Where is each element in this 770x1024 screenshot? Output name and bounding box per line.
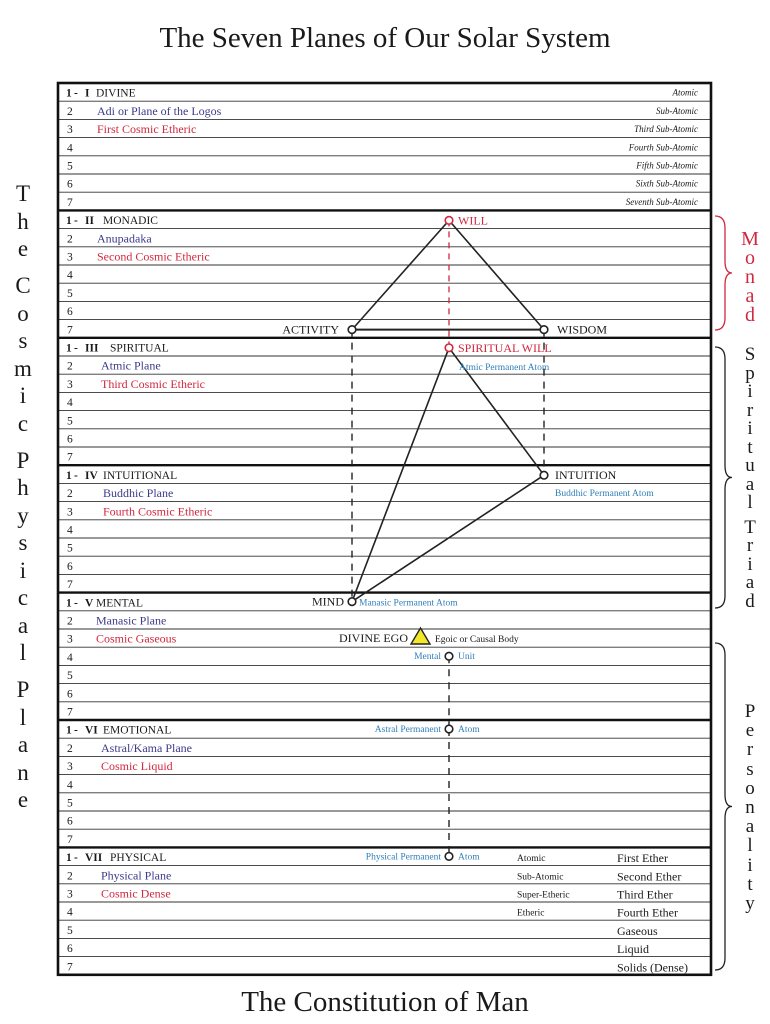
monad-triangle-edge — [352, 220, 449, 329]
plane-name: SPIRITUAL — [110, 342, 169, 355]
triad-triangle-edge — [352, 348, 449, 602]
plane-roman-numeral: II — [85, 215, 94, 228]
subplane-number: 4 — [67, 269, 73, 282]
activity-node — [348, 326, 356, 334]
plane-number-label: 1 — [66, 852, 72, 865]
subplane-number: 3 — [67, 124, 73, 137]
subplane-number: 4 — [67, 906, 73, 919]
plane-name: PHYSICAL — [110, 852, 167, 865]
wisdom-node — [540, 326, 548, 334]
plane-number-label: 1 — [66, 215, 72, 228]
wisdom-label: WISDOM — [557, 322, 607, 337]
physical-permanent-label: Physical Permanent — [365, 852, 441, 863]
plane-subtitle: Physical Plane — [101, 868, 172, 883]
will-label: WILL — [458, 213, 488, 228]
subplane-level-label: Sub-Atomic — [656, 105, 698, 116]
plane-number-label: 1 — [66, 597, 72, 610]
plane-number-label: 1 — [66, 469, 72, 482]
intuition-node — [540, 471, 548, 479]
plane-number-dash: - — [74, 87, 78, 100]
subplane-number: 6 — [67, 433, 73, 446]
subplane-number: 3 — [67, 888, 73, 901]
physical-subplane-state: Solids (Dense) — [617, 960, 688, 975]
astral-permanent-atom-node — [445, 725, 453, 733]
physical-subplane-state: First Ether — [617, 851, 668, 866]
plane-number-label: 1 — [66, 87, 72, 100]
plane-cosmic-equivalent: Fourth Cosmic Etheric — [103, 504, 213, 519]
physical-subplane-type: Sub-Atomic — [517, 872, 564, 883]
subplane-number: 7 — [67, 451, 73, 464]
subplane-number: 3 — [67, 633, 73, 646]
plane-roman-numeral: III — [85, 342, 99, 355]
subplane-number: 6 — [67, 560, 73, 573]
subplane-number: 2 — [67, 360, 73, 373]
plane-number-dash: - — [74, 215, 78, 228]
atmic-permanent-atom-label: Atmic Permanent Atom — [459, 362, 550, 373]
plane-roman-numeral: V — [85, 597, 94, 610]
buddhic-permanent-atom-label: Buddhic Permanent Atom — [555, 489, 654, 500]
intuition-label: INTUITION — [555, 468, 617, 483]
plane-subtitle: Manasic Plane — [96, 613, 167, 628]
mind-label: MIND — [312, 594, 344, 609]
egoic-causal-body-label: Egoic or Causal Body — [435, 635, 519, 645]
plane-cosmic-equivalent: Cosmic Dense — [101, 886, 171, 901]
will-node — [445, 217, 453, 225]
plane-subtitle: Atmic Plane — [101, 358, 161, 373]
subplane-number: 5 — [67, 160, 73, 173]
plane-cosmic-equivalent: Cosmic Gaseous — [96, 631, 177, 646]
plane-roman-numeral: VI — [85, 724, 98, 737]
plane-number-dash: - — [74, 469, 78, 482]
subplane-level-label: Atomic — [672, 87, 698, 98]
subplane-number: 4 — [67, 142, 73, 155]
causal-body-triangle-icon — [411, 628, 430, 644]
subplane-number: 3 — [67, 761, 73, 774]
physical-permanent-atom-node — [445, 853, 453, 861]
plane-roman-numeral: I — [85, 87, 90, 100]
spiritual-triad-vertical-label: S p i r i t u a l T r i a d — [744, 344, 756, 612]
plane-subtitle: Anupadaka — [97, 231, 152, 246]
monad-brace — [715, 216, 732, 330]
physical-subplane-state: Third Ether — [617, 887, 673, 902]
monad-vertical-label: M o n a d — [741, 228, 759, 326]
personality-vertical-label: P e r s o n a l i t y — [744, 701, 756, 914]
subplane-number: 2 — [67, 233, 73, 246]
mental-unit-node — [445, 652, 453, 660]
physical-subplane-state: Gaseous — [617, 923, 658, 938]
subplane-level-label: Fourth Sub-Atomic — [628, 142, 698, 153]
physical-subplane-state: Liquid — [617, 942, 649, 957]
unit-label: Unit — [458, 652, 475, 663]
subplane-number: 2 — [67, 870, 73, 883]
physical-atom-label: Atom — [458, 852, 480, 863]
diagram-title: The Seven Planes of Our Solar System — [159, 22, 611, 54]
subplane-number: 6 — [67, 306, 73, 319]
mind-node — [348, 598, 356, 606]
subplane-number: 5 — [67, 670, 73, 683]
subplane-number: 6 — [67, 943, 73, 956]
plane-name: DIVINE — [96, 87, 136, 100]
subplane-number: 5 — [67, 924, 73, 937]
plane-number-label: 1 — [66, 724, 72, 737]
plane-subtitle: Adi or Plane of the Logos — [97, 103, 222, 118]
plane-cosmic-equivalent: First Cosmic Etheric — [97, 122, 197, 137]
spiritual-triad-brace — [715, 347, 732, 608]
plane-number-dash: - — [74, 597, 78, 610]
subplane-number: 7 — [67, 324, 73, 337]
monad-triangle-edge — [449, 220, 544, 329]
manasic-permanent-atom-label: Manasic Permanent Atom — [359, 598, 458, 609]
physical-subplane-type: Super-Etheric — [517, 890, 570, 901]
plane-name: EMOTIONAL — [103, 724, 172, 737]
subplane-level-label: Seventh Sub-Atomic — [625, 196, 698, 207]
astral-atom-label: Atom — [458, 725, 480, 735]
plane-subtitle: Astral/Kama Plane — [101, 740, 192, 755]
subplane-number: 7 — [67, 579, 73, 592]
plane-number-dash: - — [74, 342, 78, 355]
subplane-number: 2 — [67, 615, 73, 628]
plane-roman-numeral: IV — [85, 469, 98, 482]
subplane-number: 2 — [67, 105, 73, 118]
physical-subplane-state: Second Ether — [617, 869, 682, 884]
subplane-number: 2 — [67, 742, 73, 755]
subplane-number: 4 — [67, 524, 73, 537]
plane-number-dash: - — [74, 724, 78, 737]
plane-number-label: 1 — [66, 342, 72, 355]
subplane-number: 3 — [67, 506, 73, 519]
diagram-subtitle: The Constitution of Man — [241, 986, 529, 1018]
physical-subplane-type: Etheric — [517, 908, 545, 919]
plane-name: INTUITIONAL — [103, 469, 178, 482]
activity-label: ACTIVITY — [282, 322, 339, 337]
subplane-number: 4 — [67, 397, 73, 410]
subplane-level-label: Sixth Sub-Atomic — [635, 178, 698, 189]
subplane-number: 2 — [67, 488, 73, 501]
personality-brace — [715, 643, 732, 970]
subplane-number: 5 — [67, 542, 73, 555]
plane-roman-numeral: VII — [85, 852, 103, 865]
subplane-number: 3 — [67, 251, 73, 264]
mental-label: Mental — [414, 652, 441, 663]
subplane-number: 4 — [67, 779, 73, 792]
subplane-number: 7 — [67, 196, 73, 209]
astral-permanent-label: Astral Permanent — [374, 725, 441, 735]
plane-name: MENTAL — [96, 597, 143, 610]
subplane-number: 4 — [67, 651, 73, 664]
physical-subplane-type: Atomic — [517, 854, 546, 865]
spiritual-will-label: SPIRITUAL WILL — [458, 340, 552, 355]
cosmic-physical-plane-vertical-label: T h e C o s m i c P h y s i c a l P l a n e — [14, 181, 32, 813]
divine-ego-label: DIVINE EGO — [339, 631, 408, 645]
subplane-number: 3 — [67, 378, 73, 391]
plane-cosmic-equivalent: Cosmic Liquid — [101, 759, 173, 774]
plane-name: MONADIC — [103, 215, 158, 228]
subplane-number: 6 — [67, 688, 73, 701]
subplane-number: 6 — [67, 815, 73, 828]
plane-number-dash: - — [74, 852, 78, 865]
plane-cosmic-equivalent: Second Cosmic Etheric — [97, 249, 210, 264]
physical-subplane-state: Fourth Ether — [617, 905, 678, 920]
subplane-number: 5 — [67, 415, 73, 428]
plane-cosmic-equivalent: Third Cosmic Etheric — [101, 376, 205, 391]
spiritual-will-node — [445, 344, 453, 352]
subplane-number: 7 — [67, 706, 73, 719]
subplane-number: 7 — [67, 961, 73, 974]
subplane-number: 7 — [67, 833, 73, 846]
subplane-number: 6 — [67, 178, 73, 191]
subplane-number: 5 — [67, 287, 73, 300]
subplane-level-label: Third Sub-Atomic — [634, 124, 698, 135]
subplane-level-label: Fifth Sub-Atomic — [636, 160, 698, 171]
plane-subtitle: Buddhic Plane — [103, 486, 174, 501]
subplane-number: 5 — [67, 797, 73, 810]
